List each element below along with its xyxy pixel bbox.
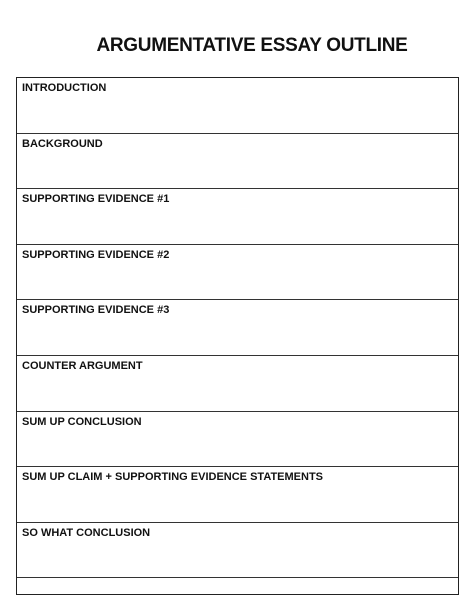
section-so-what-conclusion[interactable] [17,523,458,579]
section-counter-argument[interactable] [17,356,458,412]
section-label: SUPPORTING EVIDENCE #3 [22,304,170,317]
section-label: SUM UP CONCLUSION [22,415,142,428]
outline-table [16,77,459,595]
section-label: BACKGROUND [22,137,103,150]
section-empty-row[interactable] [17,578,458,593]
section-label: SUPPORTING EVIDENCE #2 [22,248,170,261]
section-label: SUM UP CLAIM + SUPPORTING EVIDENCE STATEMENTS [22,471,324,484]
section-label: INTRODUCTION [22,82,107,94]
section-supporting-evidence-3[interactable] [17,300,458,356]
section-label: SO WHAT CONCLUSION [22,526,151,539]
section-background[interactable] [17,134,458,190]
section-supporting-evidence-2[interactable] [17,245,458,301]
section-label: SUPPORTING EVIDENCE #1 [22,193,170,206]
page-title: ARGUMENTATIVE ESSAY OUTLINE [96,35,408,56]
section-label: COUNTER ARGUMENT [22,360,143,372]
section-supporting-evidence-1[interactable] [17,189,458,245]
section-sum-up-conclusion[interactable] [17,412,458,468]
section-sum-up-claim[interactable] [17,467,458,523]
section-introduction[interactable] [17,78,458,134]
